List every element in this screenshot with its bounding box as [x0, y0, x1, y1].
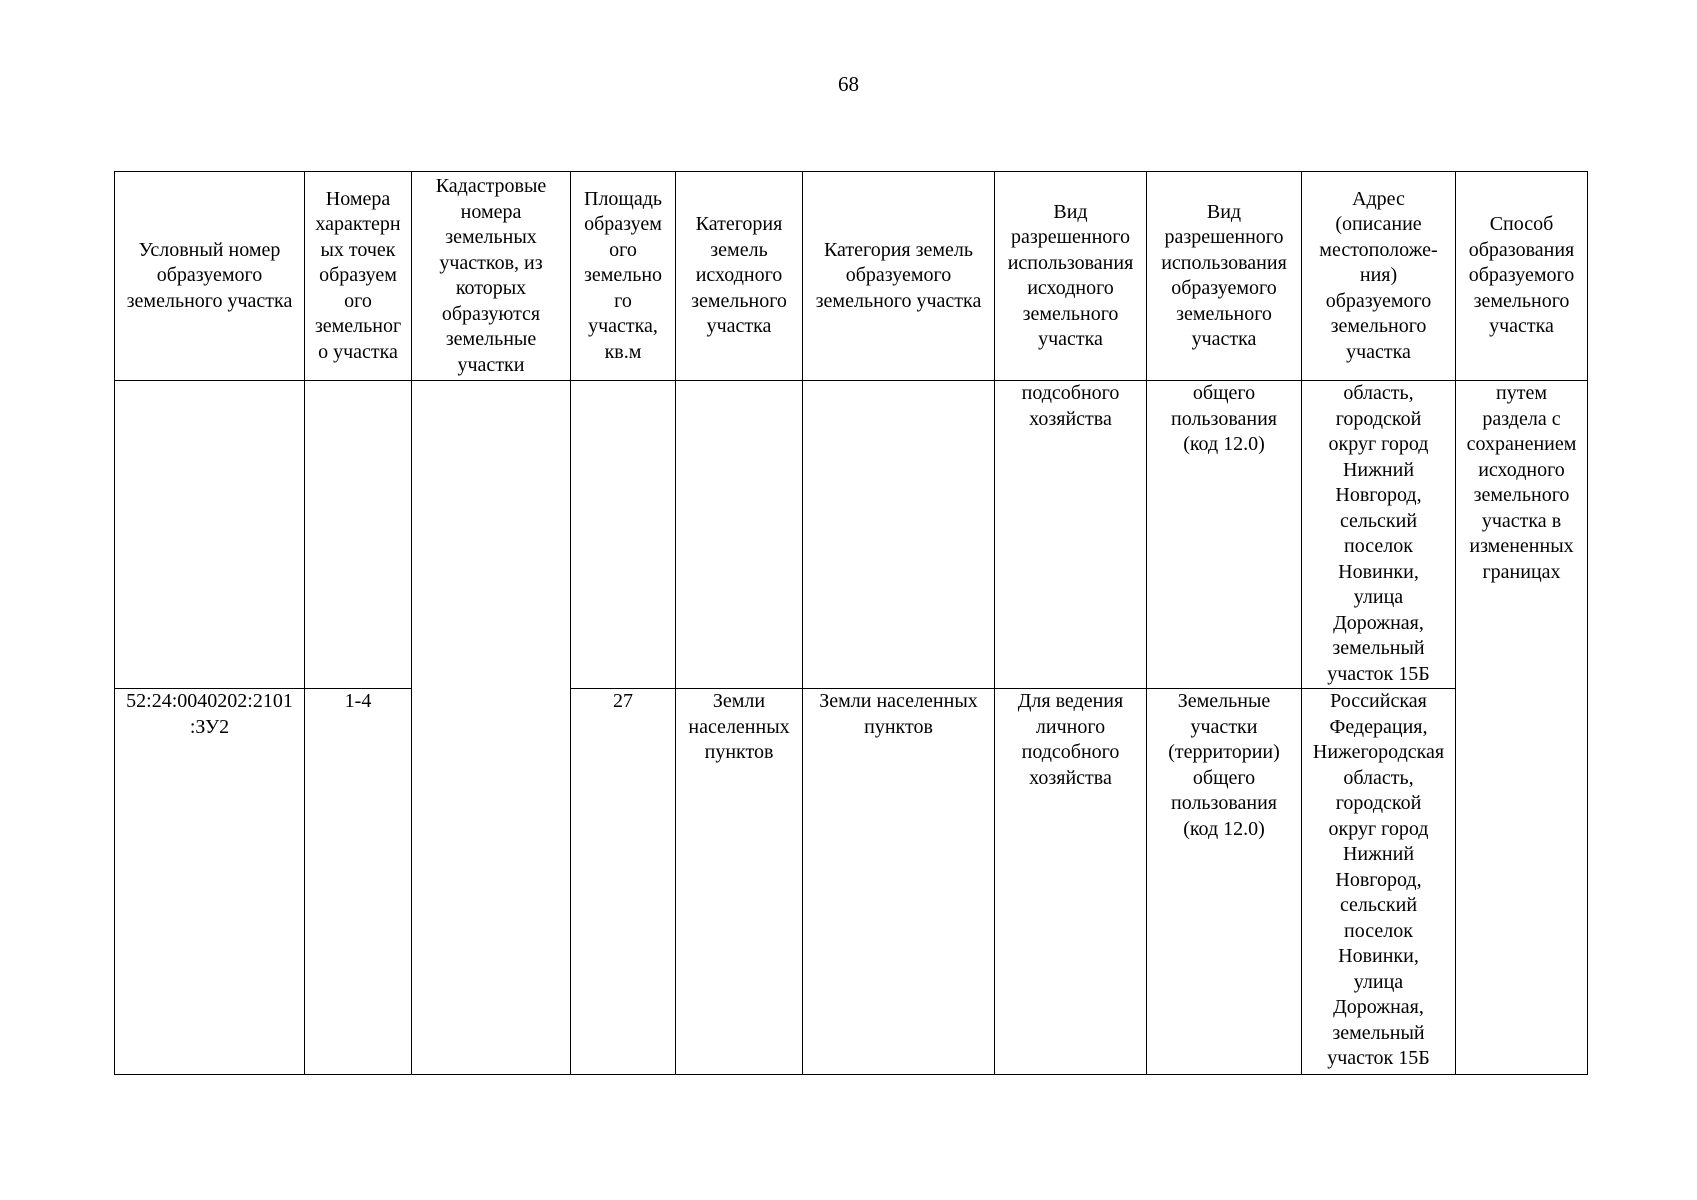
header-point-numbers: Номера характерн ых точек образуем ого земельног о участка	[305, 172, 412, 381]
header-new-permitted-use: Вид разрешенного использования образуемого земельного участка	[1147, 172, 1302, 381]
cell-formation-method: путем раздела с сохранением исходного земельного участка в измененных границах	[1456, 381, 1588, 1075]
cell-plot-number	[115, 381, 305, 689]
table-row	[115, 381, 1588, 689]
header-source-permitted-use: Вид разрешенного использования исходного земельного участка	[995, 172, 1147, 381]
cell-source-permitted-use: подсобного хозяйства	[995, 381, 1147, 689]
cell-area	[571, 381, 676, 689]
table-header-row	[115, 172, 1588, 381]
cell-source-land-category	[676, 381, 803, 689]
header-source-land-category: Категория земель исходного земельного участка	[676, 172, 803, 381]
header-formation-method: Способ образования образуемого земельного участка	[1456, 172, 1588, 381]
header-address: Адрес (описание местоположе- ния) образуемого земельного участка	[1302, 172, 1456, 381]
cell-point-numbers: 1-4	[305, 689, 412, 1075]
cell-plot-number: 52:24:0040202:2101 :ЗУ2	[115, 689, 305, 1075]
cell-new-land-category: Земли населенных пунктов	[803, 689, 995, 1075]
cell-source-land-category: Земли населенных пунктов	[676, 689, 803, 1075]
header-area: Площадь образуем ого земельно го участка, кв.м	[571, 172, 676, 381]
cell-new-land-category	[803, 381, 995, 689]
header-cadastral-numbers: Кадастровые номера земельных участков, из которых образуются земельные участки	[412, 172, 571, 381]
header-plot-number: Условный номер образуемого земельного участка	[115, 172, 305, 381]
cell-address: область, городской округ город Нижний Новгород, сельский поселок Новинки, улица Дорожная, земельный участок 15Б	[1302, 381, 1456, 689]
cell-point-numbers	[305, 381, 412, 689]
cell-address: Российская Федерация, Нижегородская область, городской округ город Нижний Новгород, сельский поселок Новинки, улица Дорожная, земельный участок 15Б	[1302, 689, 1456, 1075]
cell-cadastral-numbers	[412, 381, 571, 1075]
land-plot-table	[114, 171, 1588, 1075]
cell-area: 27	[571, 689, 676, 1075]
header-new-land-category: Категория земель образуемого земельного участка	[803, 172, 995, 381]
table-row	[115, 689, 1588, 1075]
page-number: 68	[838, 72, 859, 96]
cell-new-permitted-use: общего пользования (код 12.0)	[1147, 381, 1302, 689]
cell-source-permitted-use: Для ведения личного подсобного хозяйства	[995, 689, 1147, 1075]
cell-new-permitted-use: Земельные участки (территории) общего пользования (код 12.0)	[1147, 689, 1302, 1075]
